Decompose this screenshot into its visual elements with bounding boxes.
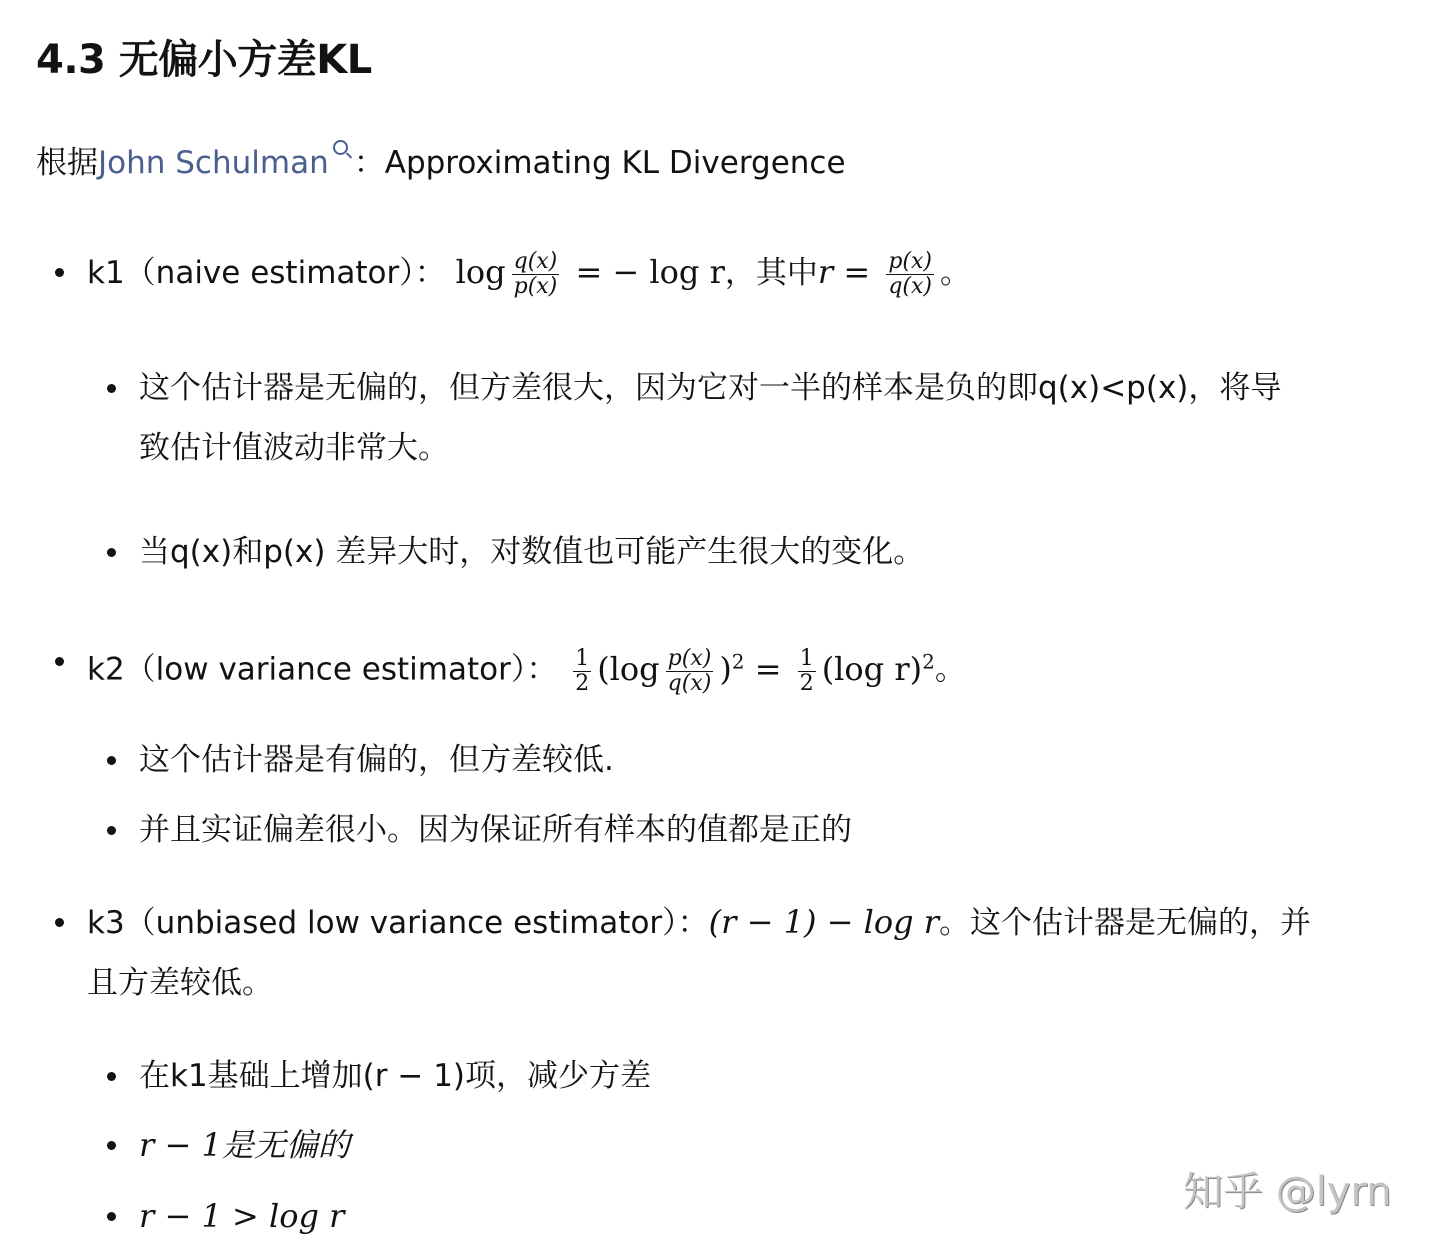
log-text: log: [455, 253, 506, 291]
r-eq: r =: [817, 253, 881, 291]
open: (log: [597, 649, 660, 688]
bullet-icon: [107, 826, 116, 835]
intro-prefix: 根据: [36, 145, 98, 181]
numerator: q(x): [513, 249, 558, 274]
bullet-icon: [107, 1072, 116, 1081]
bullet-icon: [55, 657, 64, 666]
exponent: 2: [731, 649, 745, 673]
k1-label: k1（naive estimator）：: [87, 255, 446, 291]
k3-text: 。这个估计器是无偏的，并: [939, 905, 1312, 941]
fraction: [666, 647, 714, 696]
sub-text: 这个估计器是无偏的，但方差很大，因为它对一半的样本是负的即q(x)<p(x)，将导: [139, 370, 1282, 406]
intro-paragraph: [36, 140, 846, 186]
list-item-k3-sub-2: r − 1是无偏的: [139, 1126, 350, 1164]
denominator: q(x): [888, 274, 932, 299]
rhs: (log r): [821, 649, 923, 688]
k3-text-cont: 且方差较低。: [87, 965, 273, 1001]
intro-suffix: ：Approximating KL Divergence: [353, 145, 846, 181]
k2-end: 。: [934, 651, 966, 688]
formula-rhs: = − log r: [565, 253, 725, 291]
numerator: 1: [575, 645, 590, 671]
k2-formula: [567, 645, 935, 696]
list-item-k3-sub-3: r − 1 > log r: [139, 1197, 345, 1235]
fraction: [512, 250, 560, 299]
bullet-icon: [107, 548, 116, 557]
john-schulman-link[interactable]: John Schulman: [98, 145, 329, 181]
bullet-icon: [107, 384, 116, 393]
list-item-k3-sub-1: 在k1基础上增加(r − 1)项，减少方差: [139, 1058, 652, 1094]
fraction: [573, 647, 591, 696]
bullet-icon: [107, 756, 116, 765]
bullet-icon: [55, 918, 64, 927]
list-item-k1-sub-1: [139, 358, 1281, 478]
denominator: p(x): [513, 274, 558, 299]
list-item-k1-sub-2: 当q(x)和p(x) 差异大时，对数值也可能产生很大的变化。: [139, 534, 925, 570]
denominator: 2: [799, 670, 814, 696]
k1-sep: ，其中: [724, 255, 818, 291]
list-item-k2-sub-1: 这个估计器是有偏的，但方差较低.: [139, 742, 614, 778]
numerator: 1: [799, 645, 814, 671]
bullet-icon: [55, 268, 64, 277]
denominator: q(x): [667, 670, 712, 696]
section-heading: 4.3 无偏小方差KL: [36, 37, 372, 83]
numerator: p(x): [667, 645, 712, 671]
zhihu-watermark: 知乎 @lyrn: [1183, 1169, 1392, 1215]
list-item-k1: [87, 242, 971, 303]
bullet-icon: [107, 1141, 116, 1150]
bullet-icon: [107, 1212, 116, 1221]
sub-text: 致估计值波动非常大。: [139, 430, 449, 466]
k3-formula: (r − 1) − log r: [708, 903, 940, 941]
list-item-k2: [87, 631, 966, 700]
k1-end: 。: [939, 255, 971, 291]
k1-formula: [455, 249, 725, 299]
list-item-k3: [87, 892, 1311, 1013]
search-icon[interactable]: [333, 140, 348, 155]
denominator: 2: [575, 670, 590, 696]
close: ): [719, 649, 732, 688]
numerator: p(x): [888, 249, 932, 274]
k3-label: k3（unbiased low variance estimator）：: [87, 905, 709, 941]
list-item-k2-sub-2: 并且实证偏差很小。因为保证所有样本的值都是正的: [139, 812, 852, 848]
k2-label: k2（low variance estimator）：: [87, 651, 558, 688]
fraction: [886, 250, 934, 299]
exponent: 2: [922, 649, 935, 673]
fraction: [798, 647, 816, 696]
equals: =: [744, 649, 792, 688]
